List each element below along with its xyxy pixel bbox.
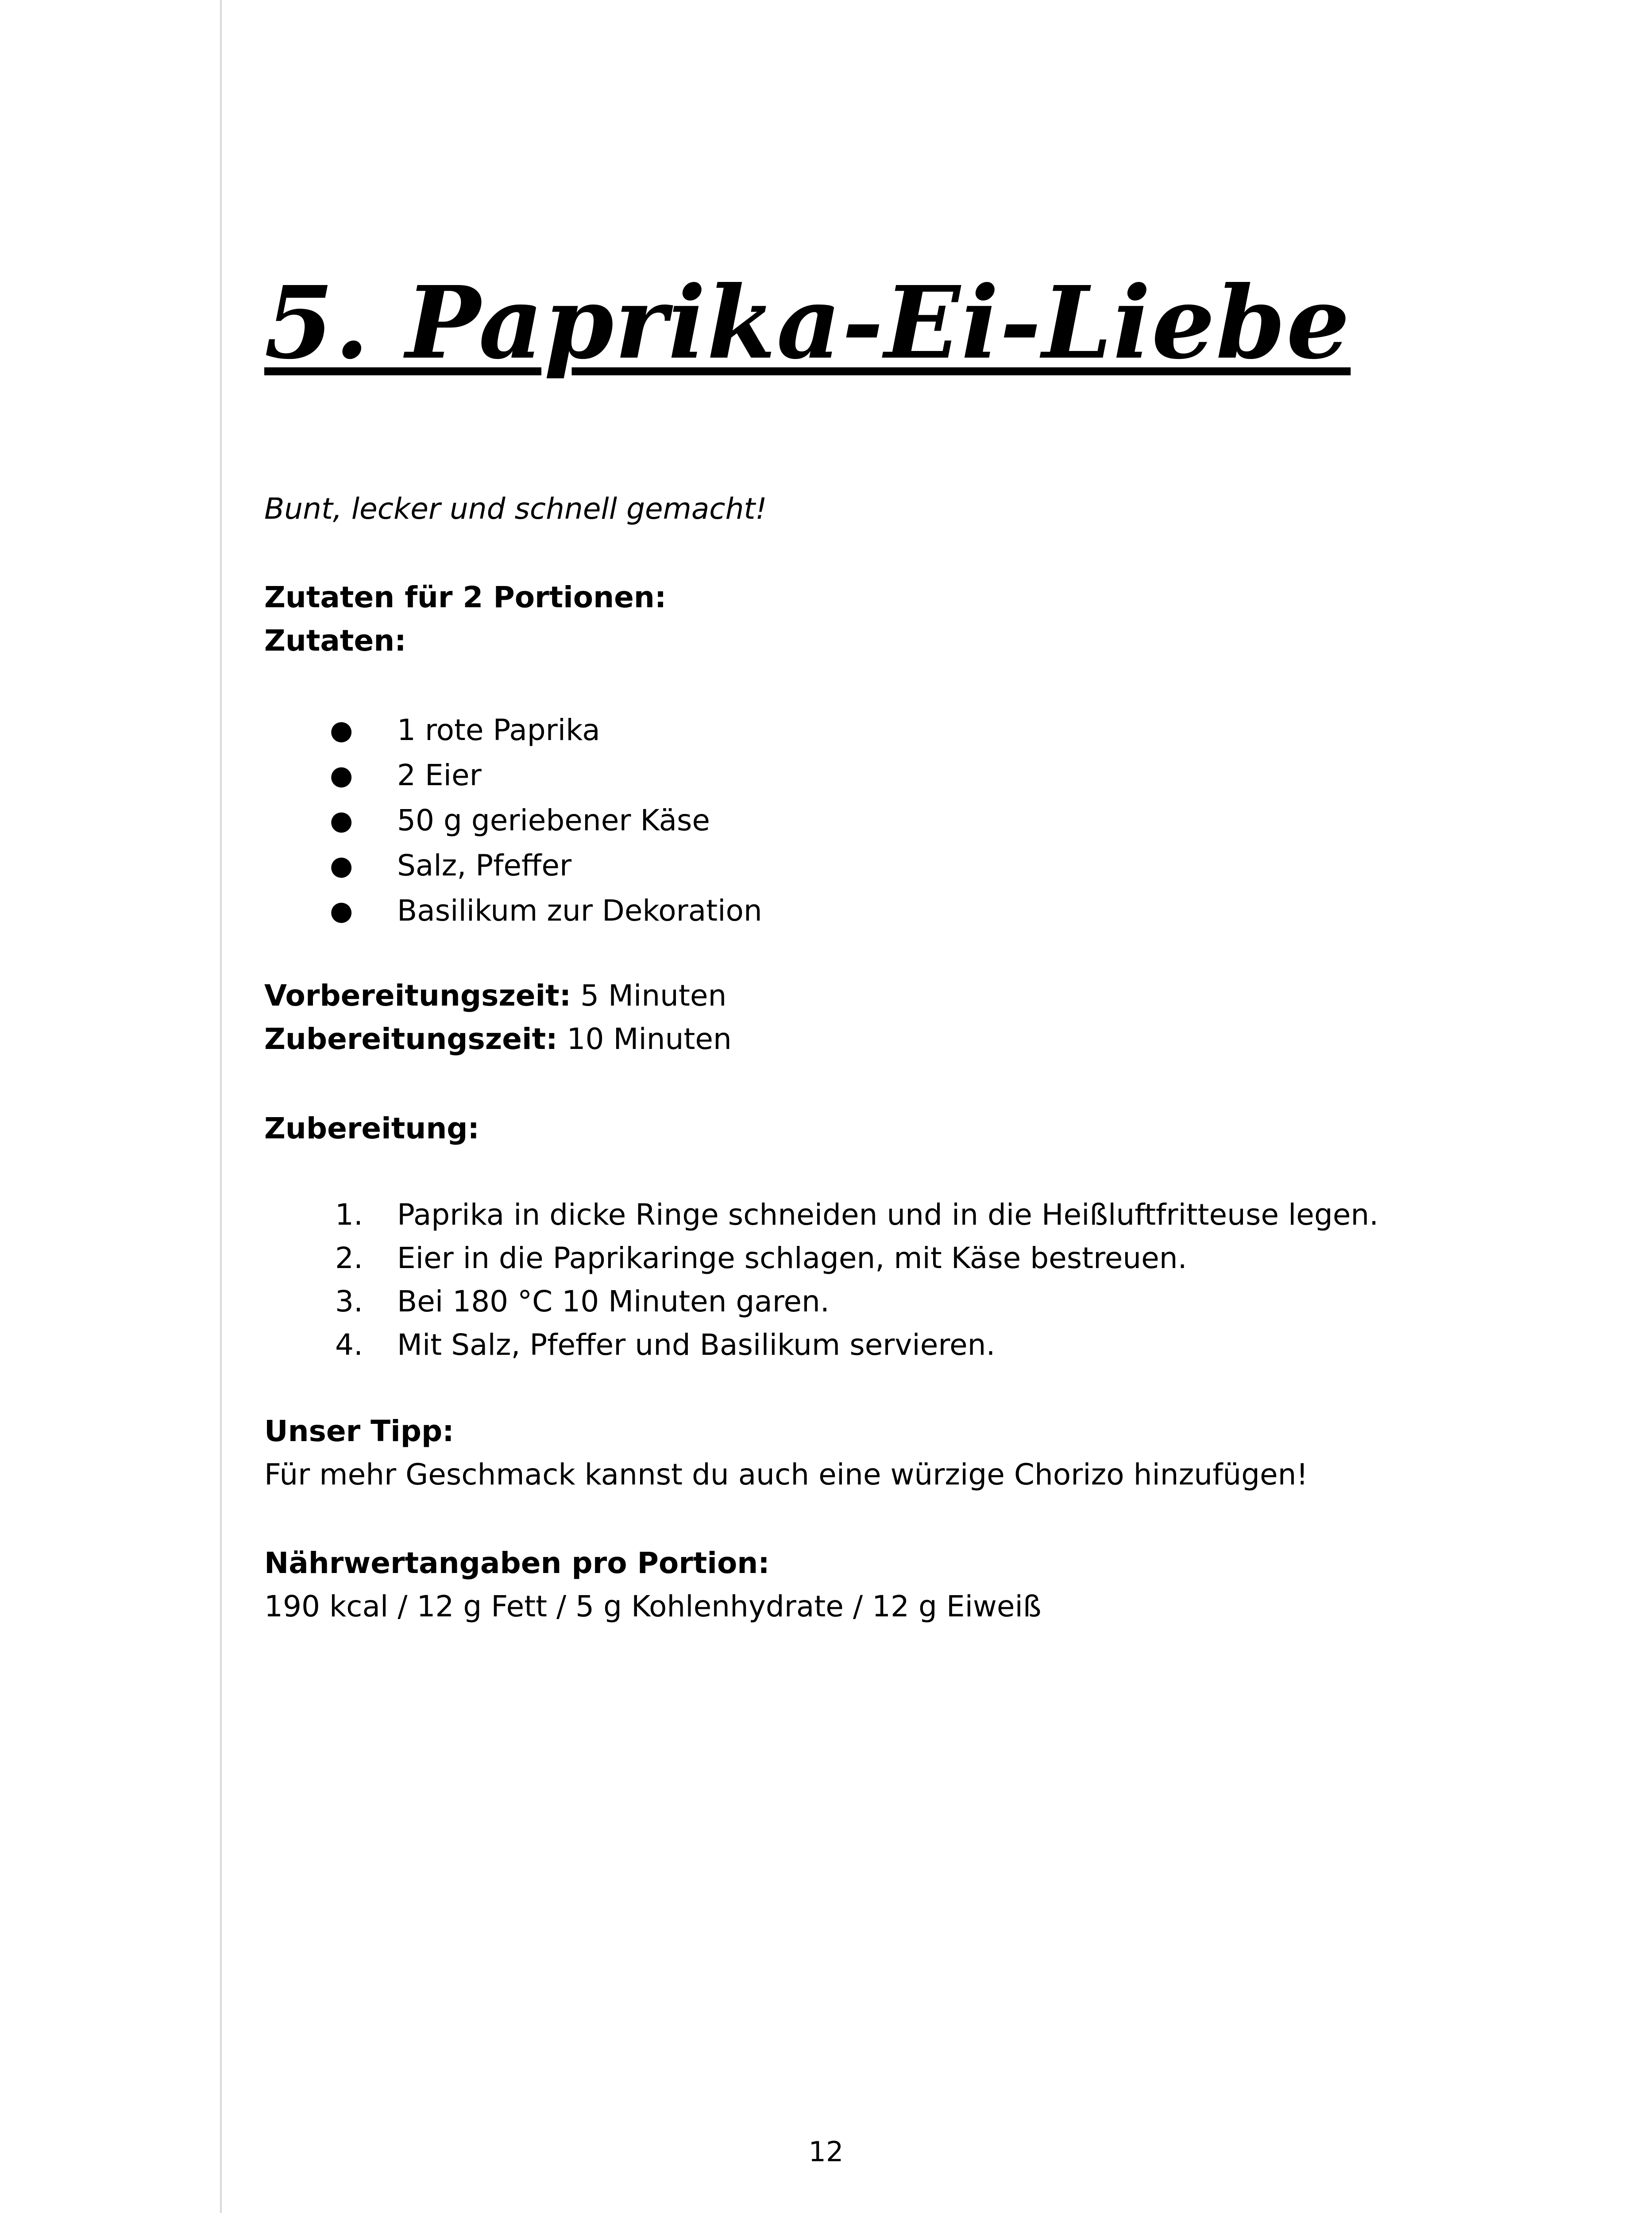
ingredient-text: Basilikum zur Dekoration <box>397 894 762 928</box>
prep-time <box>264 974 726 1018</box>
step-number: 3. <box>335 1284 363 1319</box>
page-margin-line <box>220 0 222 2213</box>
bullet-icon: ● <box>330 805 353 836</box>
cook-time <box>264 1017 732 1061</box>
ingredient-text: 1 rote Paprika <box>397 713 600 747</box>
step-text: Paprika in dicke Ringe schneiden und in die Heißluftfritteuse legen. <box>397 1198 1379 1232</box>
ingredient-text: 2 Eier <box>397 758 482 792</box>
prep-time-label: Vorbereitungszeit: <box>264 979 571 1013</box>
bullet-icon: ● <box>330 760 353 791</box>
recipe-tagline: Bunt, lecker und schnell gemacht! <box>264 492 767 526</box>
step-text: Eier in die Paprikaringe schlagen, mit Käse bestreuen. <box>397 1241 1187 1275</box>
bullet-icon: ● <box>330 895 353 926</box>
servings-heading: Zutaten für 2 Portionen: <box>264 580 667 614</box>
step-text: Mit Salz, Pfeffer und Basilikum servieren. <box>397 1328 996 1362</box>
step-text: Bei 180 °C 10 Minuten garen. <box>397 1284 830 1319</box>
steps-heading: Zubereitung: <box>264 1111 479 1145</box>
step-number: 2. <box>335 1241 363 1275</box>
ingredient-text: Salz, Pfeffer <box>397 848 572 883</box>
ingredients-heading: Zutaten: <box>264 624 406 658</box>
bullet-icon: ● <box>330 715 353 746</box>
step-number: 4. <box>335 1328 363 1362</box>
cook-time-label: Zubereitungszeit: <box>264 1022 558 1056</box>
page-number: 12 <box>808 2136 844 2168</box>
tip-heading: Unser Tipp: <box>264 1414 454 1448</box>
bullet-icon: ● <box>330 850 353 881</box>
step-number: 1. <box>335 1198 363 1232</box>
cook-time-value: 10 Minuten <box>557 1022 732 1056</box>
recipe-title: 5. Paprika-Ei-Liebe <box>264 265 1351 382</box>
prep-time-value: 5 Minuten <box>571 979 727 1013</box>
nutrition-heading: Nährwertangaben pro Portion: <box>264 1546 770 1580</box>
tip-text: Für mehr Geschmack kannst du auch eine würzige Chorizo hinzufügen! <box>264 1457 1308 1492</box>
nutrition-text: 190 kcal / 12 g Fett / 5 g Kohlenhydrate / 12 g Eiweiß <box>264 1589 1042 1623</box>
ingredient-text: 50 g geriebener Käse <box>397 803 710 837</box>
